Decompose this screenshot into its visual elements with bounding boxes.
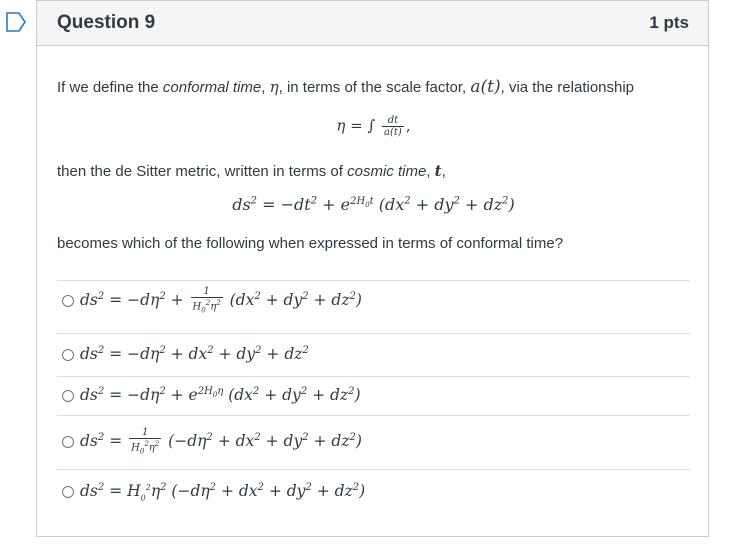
question-title: Question 9	[57, 12, 156, 33]
radio-button[interactable]	[62, 349, 74, 361]
question-card	[36, 0, 709, 537]
answer-text: $ds^2 = H_0^2\eta^2$ $(-d\eta^2 + dx^2 + dy^2 + dz^2)$	[80, 481, 366, 503]
prompt-line-2: then the de Sitter metric, written in terms of cosmic time, t,	[57, 162, 446, 180]
radio-button[interactable]	[62, 390, 74, 402]
radio-button[interactable]	[62, 295, 74, 307]
de-sitter-metric-equation: $ds^2 = -dt^2 + e^{2H_0t}$ $(dx^2 + dy^2 + dz^2)$	[232, 195, 515, 214]
radio-button[interactable]	[62, 436, 74, 448]
answer-option-5[interactable]	[57, 469, 690, 514]
answer-text: $ds^2 = -d\eta^2 + e^{2H_0\eta}$ $(dx^2 + dy^2 + dz^2)$	[80, 386, 361, 405]
answer-option-3[interactable]	[57, 376, 690, 414]
question-header	[37, 1, 708, 46]
answer-text: $ds^2 = -d\eta^2$ + $\frac{1}{H_0^2\eta^2}$ $(dx^2 + dy^2 + dz^2)$	[80, 285, 362, 315]
radio-button[interactable]	[62, 486, 74, 498]
conformal-time-equation: η = ∫ $\frac{dt}{a(t)}$ ,	[336, 115, 411, 138]
answer-text: $ds^2 = -d\eta^2 + dx^2 + dy^2 + dz^2$	[80, 345, 309, 364]
prompt-line-1: If we define the conformal time, η, in terms of the scale factor, a(t), via the relationship	[57, 77, 635, 97]
answer-option-1[interactable]	[57, 280, 690, 321]
answer-option-4[interactable]	[57, 415, 690, 468]
prompt-line-3: becomes which of the following when expressed in terms of conformal time?	[57, 235, 564, 252]
question-points: 1 pts	[649, 13, 689, 32]
answer-text: $ds^2$ = $\frac{1}{H_0^2\eta^2}$ $(-d\eta^2 + dx^2 + dy^2 + dz^2)$	[80, 426, 362, 456]
answer-option-2[interactable]	[57, 333, 690, 375]
question-flag-icon[interactable]	[5, 11, 27, 33]
